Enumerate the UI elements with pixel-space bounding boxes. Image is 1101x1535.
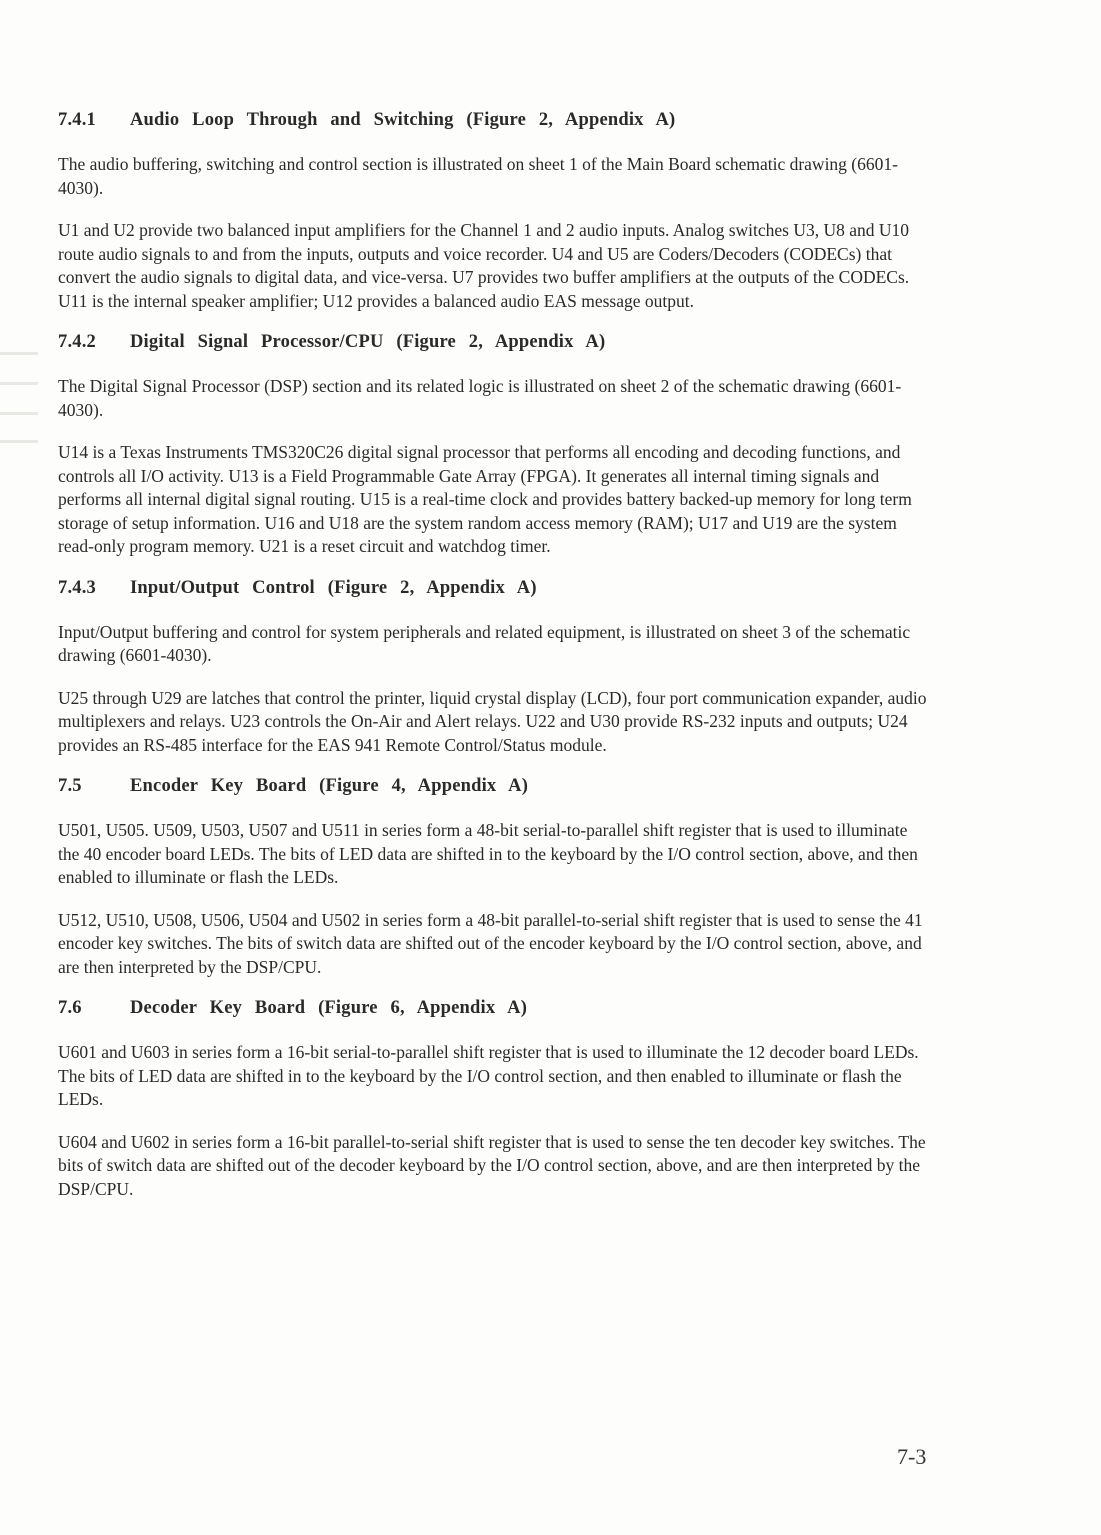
document-page [58,110,928,1220]
section-heading [58,110,928,131]
section-number: 7.4.3 [58,577,96,598]
section-heading [58,998,928,1019]
page-number: 7-3 [897,1444,927,1469]
section-heading [58,776,928,797]
section-number: 7.4.2 [58,332,96,352]
section-title: Input/Output Control (Figure 2, Appendix A) [130,577,537,598]
section-7-4-2 [58,332,928,559]
paragraph: U1 and U2 provide two balanced input amplifiers for the Channel 1 and 2 audio inputs. Analog switches U3, U8 and U10 route audio signals to and from the inputs, outputs and voice recorder. U4 and U5 are Coders/Decoders (CODECs) that convert the audio signals to digital data, and vice-versa. U7 provides two buffer amplifiers at the outputs of the CODECs. U11 is the internal speaker amplifier; U12 provides a balanced audio EAS message output. [58,220,910,311]
paragraph: U604 and U602 in series form a 16-bit parallel-to-serial shift register that is used to sense the ten decoder key switches. The bits of switch data are shifted out of the decoder keyboard by the I/O control section, above, and are then interpreted by the DSP/CPU. [58,1131,926,1199]
section-title: Audio Loop Through and Switching (Figure 2, Appendix A) [130,110,676,130]
paragraph: U501, U505. U509, U503, U507 and U511 in series form a 48-bit serial-to-parallel shift register that is used to illuminate the 40 encoder board LEDs. The bits of LED data are shifted in to the keyboard by the I/O control section, above, and then enabled to illuminate or flash the LEDs. [58,820,918,887]
scan-edge-mark [0,440,38,443]
paragraph: U14 is a Texas Instruments TMS320C26 digital signal processor that performs all encoding and decoding functions, and controls all I/O activity. U13 is a Field Programmable Gate Array (FPGA). It generates all internal timing signals and performs all internal digital signal routing. U15 is a real-time clock and provides battery backed-up memory for long term storage of setup information. U16 and U18 are the system random access memory (RAM); U17 and U19 are the system read-only program memory. U21 is a reset circuit and watchdog timer. [58,442,912,556]
paragraph: U601 and U603 in series form a 16-bit serial-to-parallel shift register that is used to illuminate the 12 decoder board LEDs. The bits of LED data are shifted in to the keyboard by the I/O control section, and then enabled to illuminate or flash the LEDs. [58,1042,919,1109]
section-number: 7.5 [58,776,82,796]
section-7-6 [58,998,928,1201]
paragraph: The audio buffering, switching and control section is illustrated on sheet 1 of the Main Board schematic drawing (6601-4030). [58,154,898,198]
paragraph: U25 through U29 are latches that control the printer, liquid crystal display (LCD), four port communication expander, audio multiplexers and relays. U23 controls the On-Air and Alert relays. U22 and U30 provide RS-232 inputs and outputs; U24 provides an RS-485 interface for the EAS 941 Remote Control/Status module. [58,687,927,755]
section-number: 7.6 [58,998,82,1018]
section-title: Encoder Key Board (Figure 4, Appendix A) [130,776,529,796]
scan-edge-mark [0,382,38,385]
paragraph: The Digital Signal Processor (DSP) section and its related logic is illustrated on sheet 2 of the schematic drawing (6601-4030). [58,376,902,420]
paragraph: Input/Output buffering and control for system peripherals and related equipment, is illustrated on sheet 3 of the schematic drawing (6601-4030). [58,621,911,665]
section-7-4-3 [58,578,928,758]
section-7-5 [58,776,928,979]
section-number: 7.4.1 [58,110,96,130]
section-title: Decoder Key Board (Figure 6, Appendix A) [130,998,528,1018]
paragraph: U512, U510, U508, U506, U504 and U502 in series form a 48-bit parallel-to-serial shift register that is used to sense the 41 encoder key switches. The bits of switch data are shifted out of the encoder keyboard by the I/O control section, above, and are then interpreted by the DSP/CPU. [58,909,923,977]
scan-edge-mark [0,412,38,415]
scan-edge-mark [0,352,38,355]
section-heading [58,578,928,599]
section-title: Digital Signal Processor/CPU (Figure 2, Appendix A) [130,332,606,352]
section-heading [58,332,928,353]
section-7-4-1 [58,110,928,313]
